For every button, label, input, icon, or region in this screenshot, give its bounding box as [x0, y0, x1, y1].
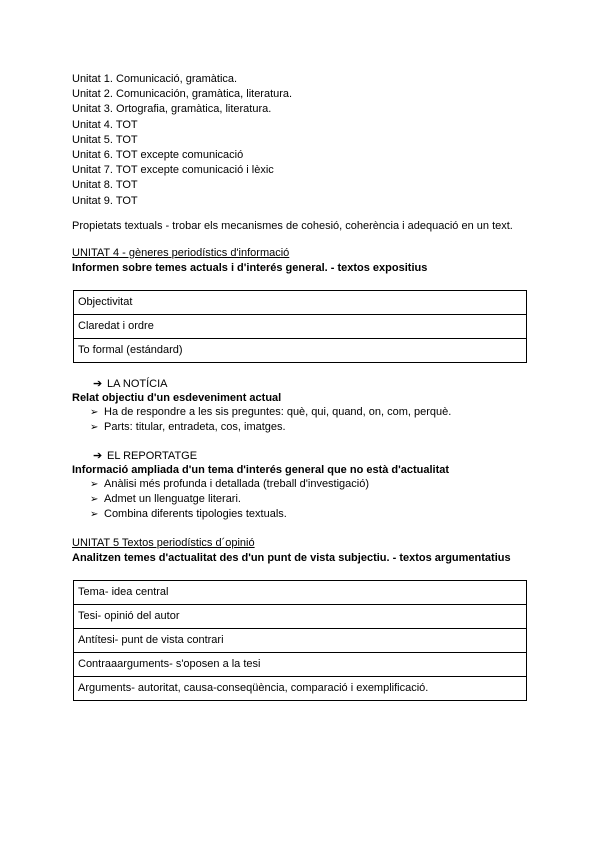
reportatge-bullets: [72, 477, 528, 522]
table-cell: Tema- idea central: [74, 580, 527, 604]
unit-line: Unitat 7. TOT excepte comunicació i lèxic: [72, 164, 274, 177]
list-item: [90, 420, 528, 435]
table-row: [74, 652, 527, 676]
table-cell: Claredat i ordre: [74, 314, 527, 338]
table-cell: Arguments- autoritat, causa-conseqüència, comparació i exemplificació.: [74, 676, 527, 700]
list-item: [90, 405, 528, 420]
arrow-icon: ➔: [93, 449, 103, 462]
list-item-text: Ha de respondre a les sis preguntes: què, qui, quand, on, com, perquè.: [104, 405, 452, 418]
unit4-subtitle: Informen sobre temes actuals i d'interés general. - textos expositius: [72, 261, 428, 274]
table-cell: To formal (estándard): [74, 338, 527, 362]
unit4-title: UNITAT 4 - gèneres periodístics d'informació: [72, 246, 290, 259]
unit-line: Unitat 2. Comunicación, gramàtica, literatura.: [72, 88, 293, 101]
reportatge-heading: [72, 449, 528, 463]
noticia-heading: [72, 377, 528, 391]
reportatge-heading-text: EL REPORTATGE: [107, 449, 198, 462]
triangle-bullet-icon: ➢: [90, 493, 99, 505]
reportatge-definition: Informació ampliada d'un tema d'interés general que no està d'actualitat: [72, 463, 450, 476]
table-row: [74, 290, 527, 314]
triangle-bullet-icon: ➢: [90, 421, 99, 433]
table-row: [74, 604, 527, 628]
unit4-table: [73, 290, 527, 363]
table-row: [74, 338, 527, 362]
list-item: [90, 507, 528, 522]
list-item-text: Combina diferents tipologies textuals.: [104, 507, 287, 520]
unit-line: Unitat 4. TOT: [72, 118, 138, 131]
list-item: [90, 492, 528, 507]
list-item: [90, 477, 528, 492]
document-page: [72, 72, 528, 701]
unit-line: Unitat 3. Ortografia, gramàtica, literatura.: [72, 103, 272, 116]
unit-line: Unitat 5. TOT: [72, 133, 138, 146]
triangle-bullet-icon: ➢: [90, 508, 99, 520]
unit-line: Unitat 9. TOT: [72, 194, 138, 207]
unit-line: Unitat 1. Comunicació, gramàtica.: [72, 73, 238, 85]
noticia-heading-text: LA NOTÍCIA: [107, 377, 168, 390]
table-row: [74, 314, 527, 338]
table-cell: Contraaarguments- s'oposen a la tesi: [74, 652, 527, 676]
list-item-text: Admet un llenguatge literari.: [104, 492, 241, 505]
triangle-bullet-icon: ➢: [90, 478, 99, 490]
table-cell: Tesi- opinió del autor: [74, 604, 527, 628]
noticia-bullets: [72, 405, 528, 435]
unit-line: Unitat 6. TOT excepte comunicació: [72, 149, 244, 162]
table-cell: Antítesi- punt de vista contrari: [74, 628, 527, 652]
table-cell: Objectivitat: [74, 290, 527, 314]
unit5-title: UNITAT 5 Textos periodístics d´opinió: [72, 536, 255, 549]
noticia-definition: Relat objectiu d'un esdeveniment actual: [72, 391, 282, 404]
unit5-subtitle: Analitzen temes d'actualitat des d'un punt de vista subjectiu. - textos argumentatius: [72, 551, 511, 564]
arrow-icon: ➔: [93, 377, 103, 390]
table-row: [74, 628, 527, 652]
list-item-text: Parts: titular, entradeta, cos, imatges.: [104, 420, 286, 433]
unit-list: [72, 72, 528, 209]
list-item-text: Anàlisi més profunda i detallada (treball d'investigació): [104, 477, 370, 490]
unit-line: Unitat 8. TOT: [72, 179, 138, 192]
properties-paragraph: Propietats textuals - trobar els mecanismes de cohesió, coherència i adequació en un text.: [72, 219, 513, 232]
triangle-bullet-icon: ➢: [90, 406, 99, 418]
table-row: [74, 676, 527, 700]
table-row: [74, 580, 527, 604]
unit5-table: [73, 580, 527, 701]
